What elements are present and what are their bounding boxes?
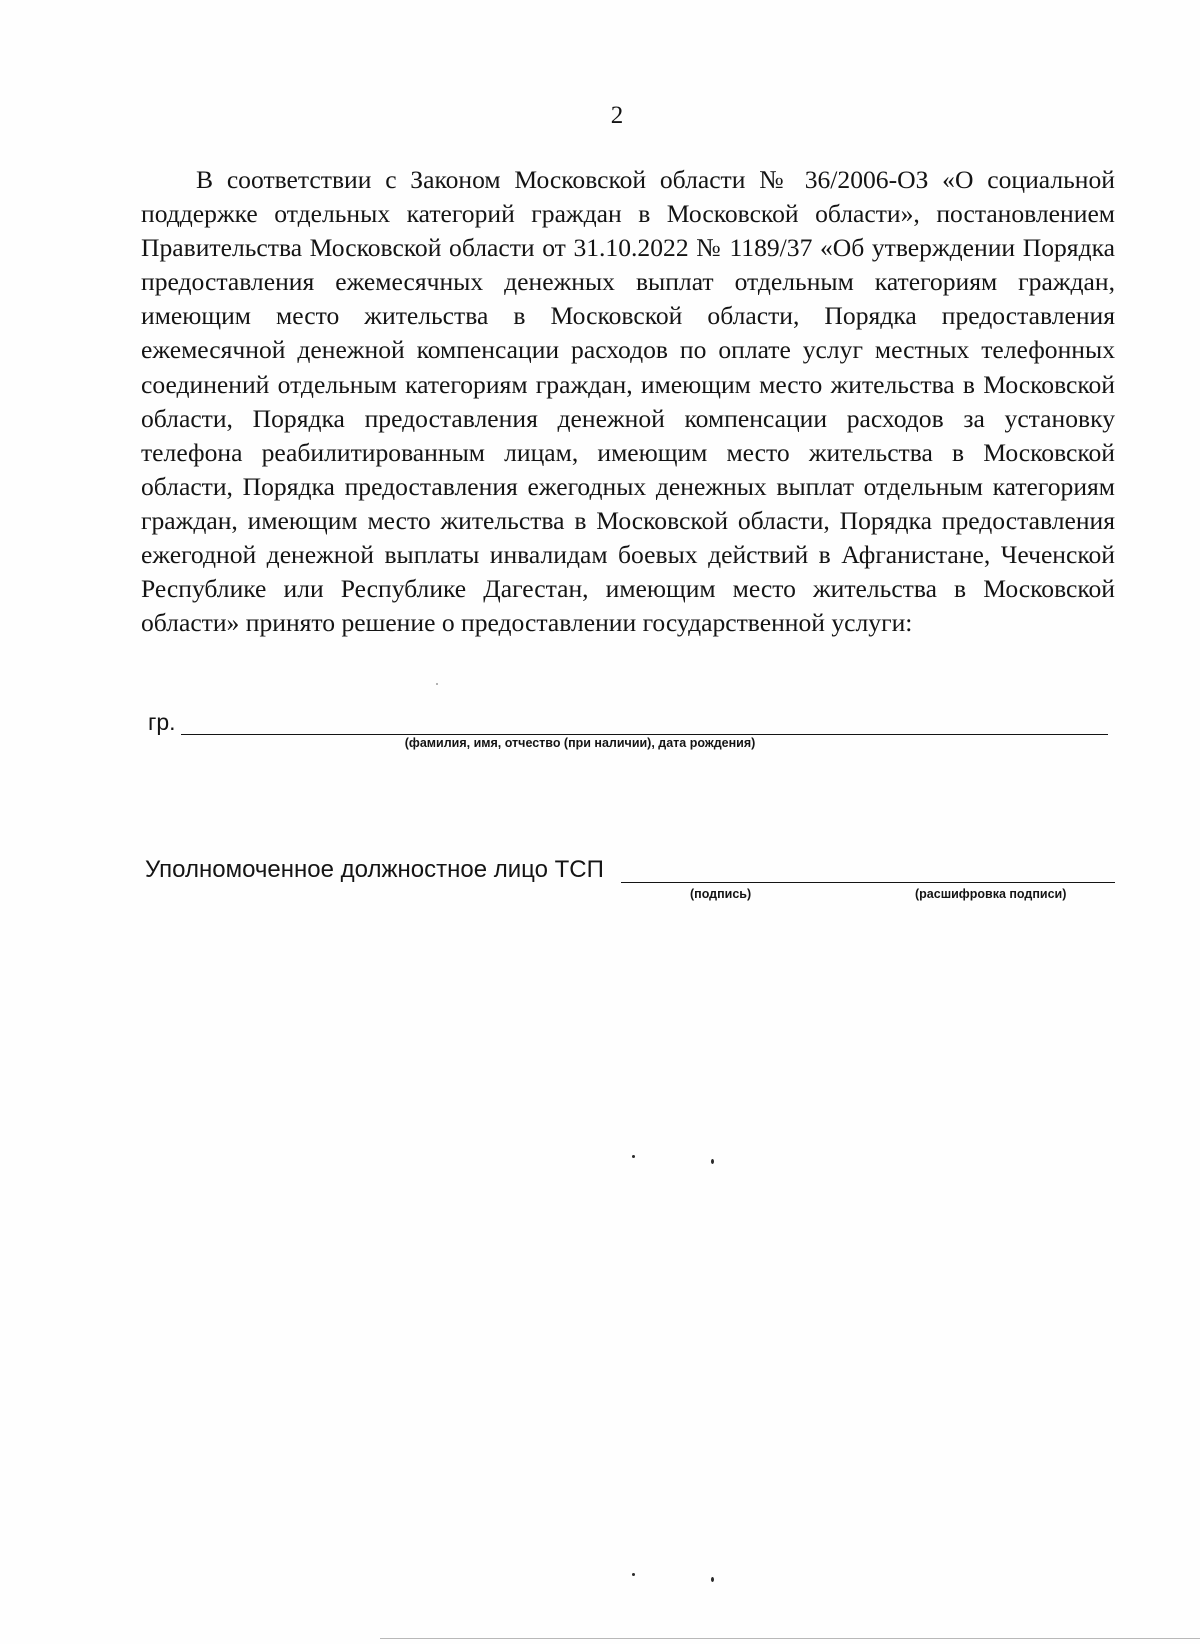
page-number: 2	[610, 102, 624, 129]
scan-speck	[632, 1155, 635, 1158]
signature-decoding-caption: (расшифровка подписи)	[915, 887, 1067, 901]
recipient-caption: (фамилия, имя, отчество (при наличии), дата рождения)	[404, 736, 756, 750]
signature-blank-line	[621, 882, 1115, 883]
recipient-prefix: гр.	[148, 709, 176, 735]
signature-field	[145, 852, 1115, 886]
scan-edge-line	[380, 1638, 1200, 1639]
official-label: Уполномоченное должностное лицо ТСП	[145, 856, 604, 883]
scan-speck	[436, 683, 438, 685]
decision-paragraph: В соответствии с Законом Московской области № 36/2006-ОЗ «О социальной поддержке отдельных категорий граждан в Московской области», постановлением Правительства Московской области от 31.10.2022 № 1189/37 «Об утверждении Порядка предоставления ежемесячных денежных выплат отдельным категориям граждан, имеющим место жительства в Московской области, Порядка предоставления ежемесячной денежной компенсации расходов по оплате услуг местных телефонных соединений отдельным категориям граждан, имеющим место жительства в Московской области, Порядка предоставления денежной компенсации расходов за установку телефона реабилитированным лицам, имеющим место жительства в Московской области, Порядка предоставления ежегодных денежных выплат отдельным категориям граждан, имеющим место жительства в Московской области, Порядка предоставления ежегодной денежной выплаты инвалидам боевых действий в Афганистане, Чеченской Республике или Республике Дагестан, имеющим место жительства в Московской области» принято решение о предоставлении государственной услуги:	[141, 165, 1115, 638]
signature-caption: (подпись)	[690, 887, 752, 901]
scan-speck	[711, 1159, 714, 1164]
recipient-field	[148, 706, 1108, 738]
scan-speck	[632, 1573, 635, 1576]
recipient-blank-line	[181, 734, 1108, 735]
scan-speck	[711, 1577, 714, 1582]
